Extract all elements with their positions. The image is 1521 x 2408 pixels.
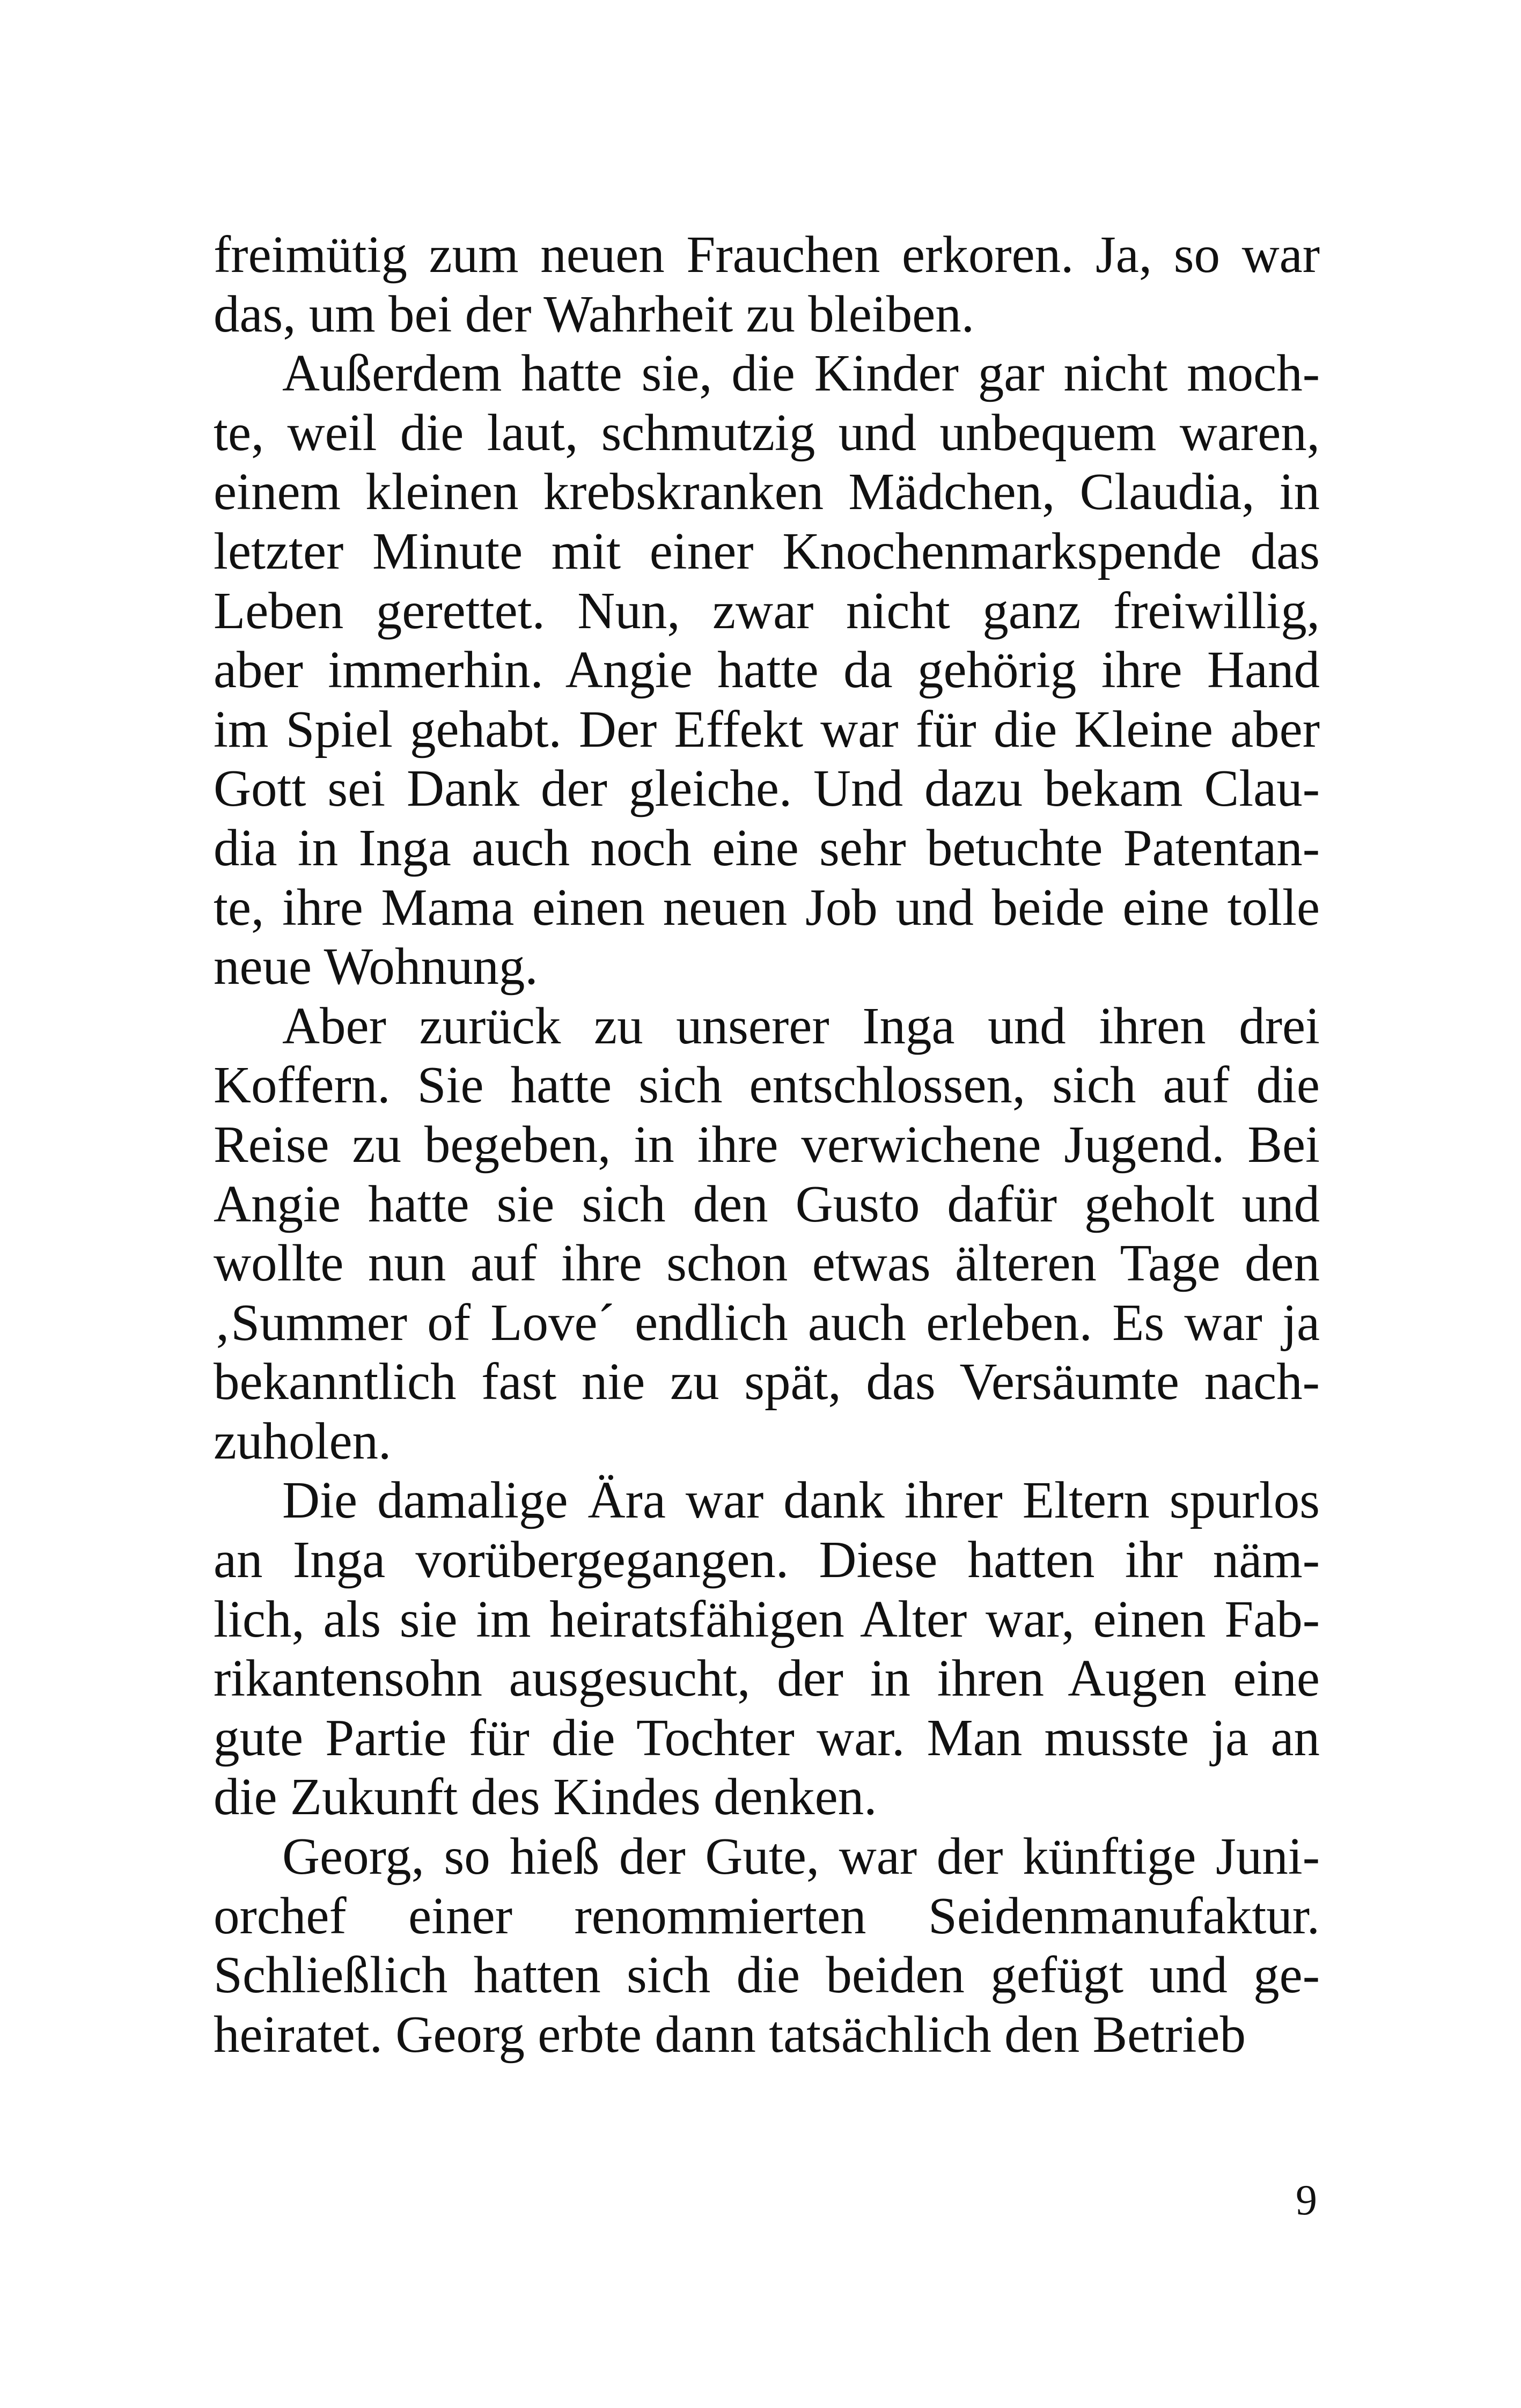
text-line: Aber zurück zu unserer Inga und ihren drei (282, 997, 1320, 1055)
text-line: rikantensohn ausgesucht, der in ihren Augen eine (214, 1649, 1320, 1707)
text-line: te, weil die laut, schmutzig und unbequem waren, (214, 403, 1320, 461)
text-line: letzter Minute mit einer Knochenmarkspende das (214, 522, 1320, 580)
text-line: aber immerhin. Angie hatte da gehörig ihre Hand (214, 641, 1320, 699)
text-line: Die damalige Ära war dank ihrer Eltern spurlos (282, 1471, 1320, 1529)
text-line: bekanntlich fast nie zu spät, das Versäumte nach- (214, 1353, 1320, 1411)
text-line: gute Partie für die Tochter war. Man musste ja an (214, 1709, 1320, 1766)
text-line: Reise zu begeben, in ihre verwichene Jugend. Bei (214, 1115, 1320, 1173)
text-line: Außerdem hatte sie, die Kinder gar nicht moch- (282, 344, 1320, 402)
text-line: zuholen. (214, 1412, 392, 1470)
text-line: neue Wohnung. (214, 938, 538, 996)
text-line: an Inga vorübergegangen. Diese hatten ihr näm- (214, 1531, 1320, 1589)
text-line: ‚Summer of Love´ endlich auch erleben. Es war ja (214, 1293, 1320, 1351)
text-line: freimütig zum neuen Frauchen erkoren. Ja, so war (214, 226, 1320, 283)
text-line: Koffern. Sie hatte sich entschlossen, sich auf die (214, 1056, 1320, 1114)
text-line: das, um bei der Wahrheit zu bleiben. (214, 285, 975, 343)
text-line: Angie hatte sie sich den Gusto dafür geholt und (214, 1175, 1320, 1233)
text-line: Gott sei Dank der gleiche. Und dazu bekam Clau- (214, 760, 1320, 818)
text-line: Georg, so hieß der Gute, war der künftige Juni- (282, 1828, 1320, 1886)
text-line: Schließlich hatten sich die beiden gefügt und ge- (214, 1946, 1320, 2004)
text-line: heiratet. Georg erbte dann tatsächlich den Betrieb (214, 2005, 1246, 2063)
body-text (214, 225, 1320, 2064)
text-line: te, ihre Mama einen neuen Job und beide eine tolle (214, 878, 1320, 936)
text-line: orchef einer renommierten Seidenmanufaktur. (214, 1887, 1320, 1945)
text-line: Leben gerettet. Nun, zwar nicht ganz freiwillig, (214, 581, 1320, 639)
page-number: 9 (1296, 2177, 1317, 2224)
text-line: lich, als sie im heiratsfähigen Alter war, einen Fab- (214, 1590, 1320, 1648)
text-line: dia in Inga auch noch eine sehr betuchte Patentan- (214, 819, 1320, 877)
text-line: die Zukunft des Kindes denken. (214, 1768, 877, 1826)
text-line: einem kleinen krebskranken Mädchen, Claudia, in (214, 463, 1320, 521)
text-line: wollte nun auf ihre schon etwas älteren Tage den (214, 1234, 1320, 1292)
text-line: im Spiel gehabt. Der Effekt war für die Kleine aber (214, 700, 1320, 758)
